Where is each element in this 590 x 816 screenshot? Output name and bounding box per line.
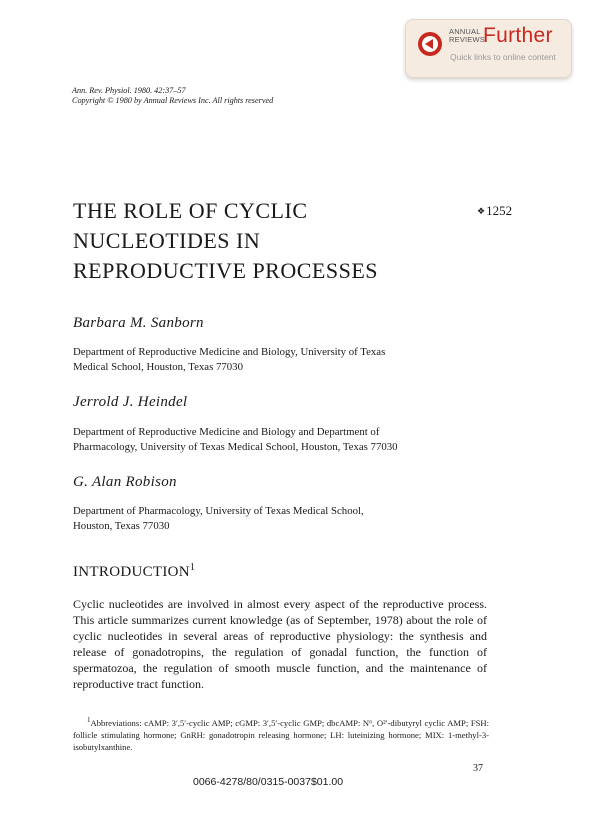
affiliation-line: Pharmacology, University of Texas Medical School, Houston, Texas 77030 bbox=[73, 441, 398, 453]
copyright-notice: Copyright © 1980 by Annual Reviews Inc. All rights reserved bbox=[72, 96, 274, 105]
affiliation-line: Medical School, Houston, Texas 77030 bbox=[73, 361, 243, 373]
author-name: G. Alan Robison bbox=[73, 474, 177, 490]
article-code bbox=[477, 203, 512, 219]
affiliation-line: Department of Reproductive Medicine and Biology, University of Texas bbox=[73, 346, 386, 358]
author-affiliation bbox=[73, 345, 493, 375]
further-wordmark: Further bbox=[483, 24, 553, 47]
author-affiliation bbox=[73, 504, 493, 534]
price-code: 0066-4278/80/0315-0037$01.00 bbox=[193, 776, 344, 788]
affiliation-line: Department of Reproductive Medicine and Biology and Department of bbox=[73, 426, 380, 438]
annual-label: ANNUAL bbox=[449, 27, 481, 36]
annual-reviews-logo-icon bbox=[418, 32, 442, 56]
author-affiliation bbox=[73, 425, 493, 455]
journal-header bbox=[72, 86, 273, 106]
footnote-reference[interactable]: 1 bbox=[189, 562, 196, 573]
article-title bbox=[73, 196, 453, 286]
title-line: REPRODUCTIVE PROCESSES bbox=[73, 258, 379, 283]
title-line: THE ROLE OF CYCLIC bbox=[73, 198, 308, 223]
footnote-marker: 1 bbox=[87, 716, 91, 724]
reviews-label: REVIEWS bbox=[449, 35, 485, 44]
introduction-paragraph: Cyclic nucleotides are involved in almost every aspect of the reproductive process. This article summarizes current knowledge (as of September, 1978) about the role of cyclic nucleotides in several areas of reproductive physiology: the synthesis and release of gonadotropins, the regulation of gonadal function, the function of spermatozoa, the regulation of smooth muscle function, and the maintenance of reproductive tract function. bbox=[73, 597, 487, 691]
introduction-heading bbox=[73, 562, 195, 581]
footnote bbox=[73, 714, 489, 753]
page-number: 37 bbox=[473, 763, 483, 774]
author-name: Jerrold J. Heindel bbox=[73, 394, 188, 410]
annual-reviews-wordmark bbox=[449, 28, 485, 44]
author-name: Barbara M. Sanborn bbox=[73, 315, 204, 331]
further-tagline: Quick links to online content bbox=[450, 52, 556, 62]
affiliation-line: Houston, Texas 77030 bbox=[73, 520, 170, 532]
footnote-text: Abbreviations: cAMP: 3′,5′-cyclic AMP; cGMP: 3′,5′-cyclic GMP; dbcAMP: N⁶, O²′-dibutyryl cyclic AMP; FSH: follicle stimulating hormone; GnRH: gonadotropin releasing hormone; LH: luteinizing hormone; MIX: 1-methyl-3-isobutylxanthine. bbox=[73, 717, 489, 752]
diamond-icon: ❖ bbox=[477, 206, 486, 216]
heading-text: INTRODUCTION bbox=[73, 564, 190, 580]
article-code-number: 1252 bbox=[486, 203, 513, 218]
title-line: NUCLEOTIDES IN bbox=[73, 228, 261, 253]
further-banner[interactable] bbox=[405, 19, 572, 78]
affiliation-line: Department of Pharmacology, University of Texas Medical School, bbox=[73, 505, 364, 517]
journal-citation: Ann. Rev. Physiol. 1980. 42:37–57 bbox=[72, 86, 186, 95]
